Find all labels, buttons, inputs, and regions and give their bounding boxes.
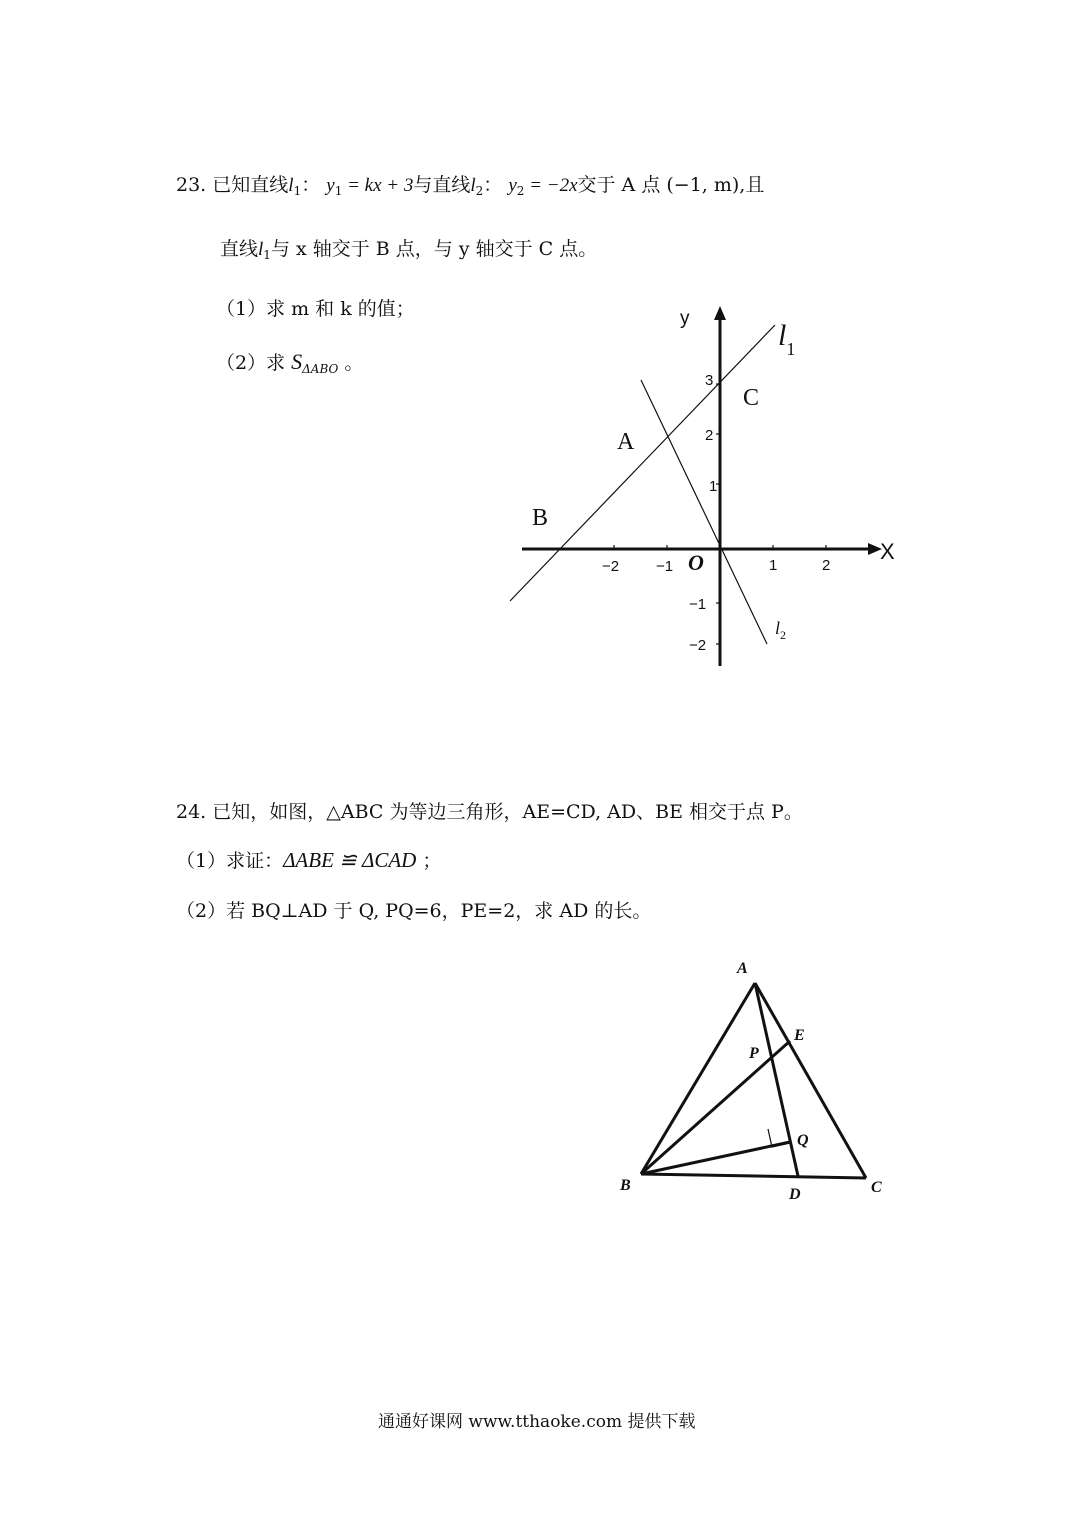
line-l1-label: $l_1$ bbox=[778, 319, 796, 359]
x-tick-label: −1 bbox=[656, 558, 674, 575]
vertex-a-label: A bbox=[737, 960, 748, 977]
y-tick-label: 1 bbox=[709, 478, 718, 495]
segment-be bbox=[641, 1041, 790, 1174]
q24-line1: 24. 已知，如图，△ABC 为等边三角形，AE=CD, AD、BE 相交于点 P。 bbox=[176, 801, 803, 823]
q23-line2: 直线$l_1$与 x 轴交于 B 点，与 y 轴交于 C 点。 bbox=[220, 238, 598, 262]
q24-part1: （1）求证：ΔABE ≌ ΔCAD ； bbox=[176, 848, 442, 872]
x-tick-label: −2 bbox=[602, 558, 620, 575]
q23-part2: （2）求 $S_{\Delta ABO}$ 。 bbox=[216, 349, 364, 376]
point-e-label: E bbox=[794, 1027, 805, 1044]
point-a-label: A bbox=[617, 429, 635, 455]
q24-part2: （2）若 BQ⊥AD 于 Q, PQ=6，PE=2，求 AD 的长。 bbox=[176, 900, 652, 922]
coordinate-graph bbox=[500, 300, 920, 680]
y-axis-arrow bbox=[714, 306, 726, 320]
x-axis-label: X bbox=[880, 539, 895, 564]
point-c-label: C bbox=[743, 385, 760, 411]
point-q-label: Q bbox=[797, 1132, 809, 1149]
segment-bq bbox=[641, 1142, 790, 1174]
vertex-c-label: C bbox=[871, 1179, 882, 1196]
x-tick-label: 2 bbox=[822, 557, 831, 574]
y-tick-label: −1 bbox=[689, 596, 707, 613]
side-ab bbox=[641, 983, 755, 1174]
footer-credit: 通通好课网 www.tthaoke.com 提供下载 bbox=[378, 1412, 696, 1432]
y-tick-label: 2 bbox=[705, 427, 714, 444]
q23-line1: 23. 已知直线$l_1$： $y_1$ = kx + 3与直线$l_2$： $y_2 = -2x$交于 A 点 (−1, m),且 bbox=[176, 174, 765, 198]
side-ac bbox=[755, 983, 866, 1178]
q23-part1: （1）求 m 和 k 的值； bbox=[216, 298, 415, 320]
origin-label: O bbox=[688, 550, 704, 575]
point-d-label: D bbox=[789, 1186, 801, 1203]
x-tick-label: 1 bbox=[769, 557, 778, 574]
side-bc bbox=[641, 1174, 866, 1178]
line-l2-label: $l_2$ bbox=[775, 618, 787, 642]
y-tick-label: −2 bbox=[689, 637, 707, 654]
vertex-b-label: B bbox=[620, 1177, 631, 1194]
y-axis-label: y bbox=[680, 308, 690, 329]
point-b-label: B bbox=[532, 505, 549, 531]
question-number: 23. bbox=[176, 174, 207, 196]
line-l1 bbox=[510, 325, 778, 601]
y-tick-label: 3 bbox=[705, 372, 714, 389]
point-p-label: P bbox=[749, 1045, 759, 1062]
triangle-figure bbox=[610, 950, 900, 1210]
